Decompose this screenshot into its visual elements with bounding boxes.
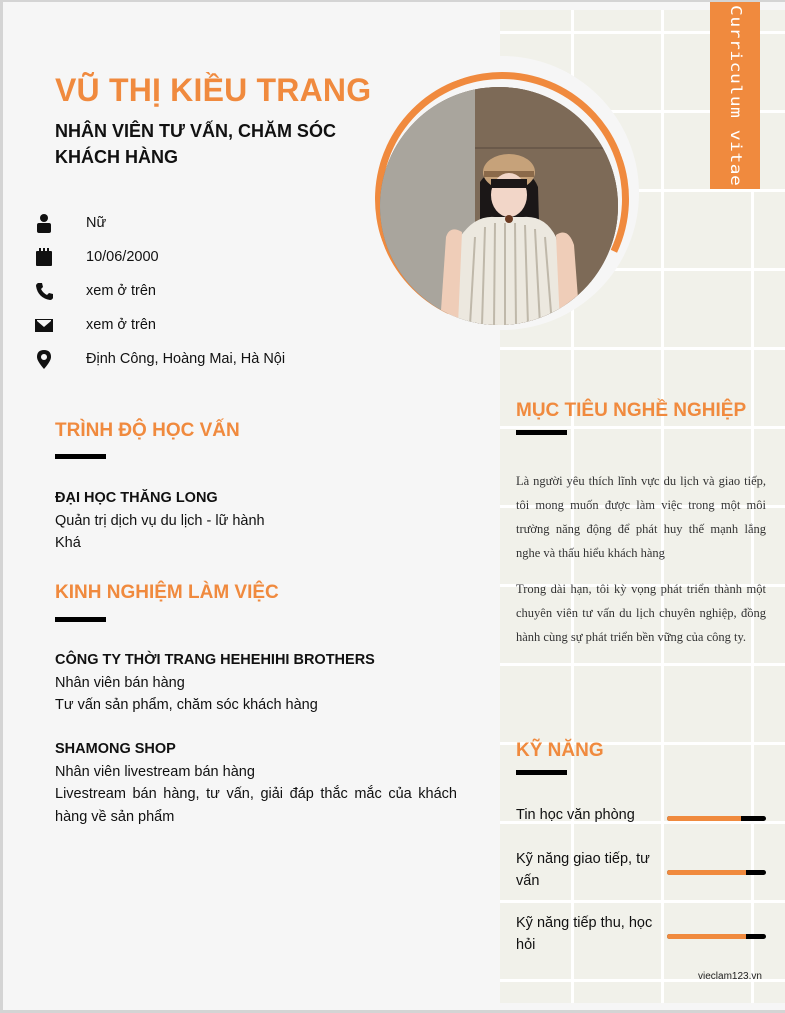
objective-divider xyxy=(516,430,567,435)
position: Nhân viên bán hàng xyxy=(55,674,185,691)
contact-value: Nữ xyxy=(86,215,107,231)
experience-item xyxy=(55,738,457,828)
contact-value: 10/06/2000 xyxy=(86,249,159,265)
job-title: NHÂN VIÊN TƯ VẤN, CHĂM SÓC KHÁCH HÀNG xyxy=(55,121,336,167)
skill-bar-fill xyxy=(667,816,741,821)
contact-value: xem ở trên xyxy=(86,317,156,333)
contact-phone xyxy=(33,274,285,308)
skill-label: Kỹ năng giao tiếp, tư vấn xyxy=(516,851,650,889)
experience-divider xyxy=(55,617,106,622)
skill-item xyxy=(516,848,766,892)
skill-bar-fill xyxy=(667,870,746,875)
experience-title: KINH NGHIỆM LÀM VIỆC xyxy=(55,582,279,603)
contact-email xyxy=(33,308,285,342)
company-name: CÔNG TY THỜI TRANG HEHEHIHI BROTHERS xyxy=(55,652,375,668)
skill-bar xyxy=(667,870,766,875)
job-description: Livestream bán hàng, tư vấn, giải đáp thắc mắc của khách hàng về sản phẩm xyxy=(55,786,457,825)
phone-icon xyxy=(33,280,55,302)
person-icon xyxy=(33,212,55,234)
skill-item xyxy=(516,912,766,956)
cv-tag xyxy=(710,2,760,189)
skill-label: Tin học văn phòng xyxy=(516,807,635,823)
mail-icon xyxy=(33,314,55,336)
major: Quản trị dịch vụ du lịch - lữ hành xyxy=(55,512,265,529)
skill-bar xyxy=(667,816,766,821)
contact-gender xyxy=(33,206,285,240)
cv-tag-text: Curriculum vitae xyxy=(726,4,744,187)
contact-address xyxy=(33,342,285,376)
objective-title: MỤC TIÊU NGHỀ NGHIỆP xyxy=(516,400,747,421)
location-pin-icon xyxy=(33,348,55,370)
contact-list xyxy=(33,206,285,376)
grade: Khá xyxy=(55,535,81,551)
experience-item xyxy=(55,649,457,717)
skills-title: KỸ NĂNG xyxy=(516,740,604,761)
education-divider xyxy=(55,454,106,459)
avatar xyxy=(380,87,618,325)
watermark: vieclam123.vn xyxy=(698,971,762,982)
objective-paragraph: Là người yêu thích lĩnh vực du lịch và giao tiếp, tôi mong muốn được làm việc trong một môi trường năng động để phát huy thế mạnh lắng nghe và thấu hiểu khách hàng xyxy=(516,474,766,560)
objective-paragraph: Trong dài hạn, tôi kỳ vọng phát triển thành một chuyên viên tư vấn du lịch chuyên nghiệp, đồng hành cùng sự phát triển bền vững của công ty. xyxy=(516,582,766,644)
education-item xyxy=(55,487,457,555)
position: Nhân viên livestream bán hàng xyxy=(55,763,255,780)
skill-item xyxy=(516,804,766,826)
contact-value: xem ở trên xyxy=(86,283,156,299)
avatar-photo-icon xyxy=(380,87,618,325)
skill-bar-fill xyxy=(667,934,746,939)
job-description: Tư vấn sản phẩm, chăm sóc khách hàng xyxy=(55,697,318,713)
skill-bar xyxy=(667,934,766,939)
school-name: ĐẠI HỌC THĂNG LONG xyxy=(55,490,218,506)
calendar-icon xyxy=(33,246,55,268)
contact-value: Định Công, Hoàng Mai, Hà Nội xyxy=(86,351,286,367)
education-title: TRÌNH ĐỘ HỌC VẤN xyxy=(55,420,240,441)
cv-page xyxy=(3,2,785,1010)
company-name: SHAMONG SHOP xyxy=(55,741,176,757)
candidate-name: VŨ THỊ KIỀU TRANG xyxy=(55,72,372,108)
skill-label: Kỹ năng tiếp thu, học hỏi xyxy=(516,915,653,953)
skills-divider xyxy=(516,770,567,775)
contact-birthday xyxy=(33,240,285,274)
